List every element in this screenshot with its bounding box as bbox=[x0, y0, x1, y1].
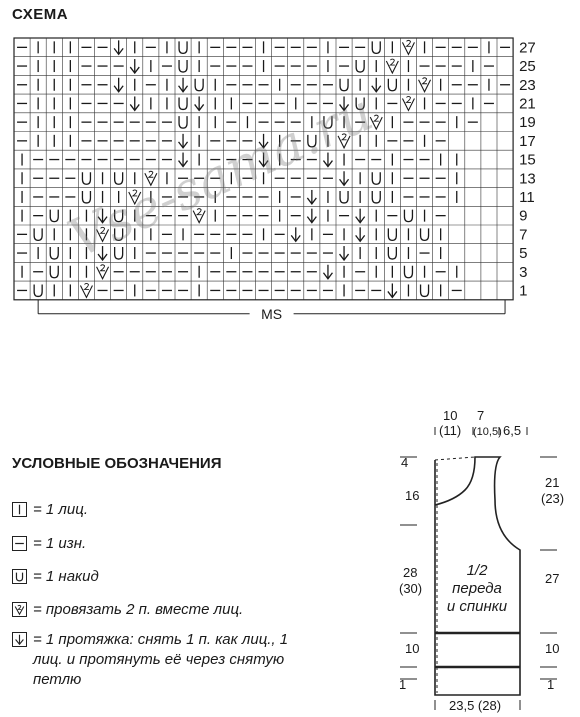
dim-left-16: 16 bbox=[405, 488, 420, 503]
row-number-label: 9 bbox=[519, 207, 528, 225]
piece-label-line-1: 1/2 bbox=[466, 562, 488, 579]
row-number-label: 5 bbox=[519, 245, 528, 263]
row-number-label: 25 bbox=[519, 58, 536, 76]
row-number-label: 19 bbox=[519, 114, 536, 132]
dim-left-28-alt: (30) bbox=[399, 581, 423, 596]
dim-right-27: 27 bbox=[545, 571, 560, 586]
row-number-label: 13 bbox=[519, 170, 536, 188]
purl-symbol-icon bbox=[12, 536, 27, 551]
legend-text: = 1 лиц. bbox=[33, 501, 88, 518]
yarn-over-symbol-icon bbox=[12, 569, 27, 584]
row-number-label: 15 bbox=[519, 151, 536, 169]
piece-label-line-3: и спинки bbox=[446, 598, 508, 615]
dim-right-10: 10 bbox=[545, 641, 560, 656]
dim-left-1: 1 bbox=[399, 677, 407, 692]
legend-text: = 1 протяжка: снять 1 п. как лиц., 1 лиц. и протянуть её через снятую петлю bbox=[33, 631, 289, 688]
legend-item-skpo bbox=[12, 630, 313, 690]
knitting-chart bbox=[14, 38, 536, 342]
legend-item-k2tog bbox=[12, 600, 243, 620]
dim-top-left-alt: (11) bbox=[439, 423, 462, 438]
row-number-label: 7 bbox=[519, 226, 528, 244]
row-number-label: 27 bbox=[519, 39, 536, 57]
dim-bottom: 23,5 (28) bbox=[449, 698, 502, 713]
legend-title: УСЛОВНЫЕ ОБОЗНАЧЕНИЯ bbox=[12, 455, 222, 472]
row-number-label: 17 bbox=[519, 132, 536, 150]
k2tog-symbol-icon bbox=[12, 602, 27, 617]
watermark: Vse-sama.ru bbox=[60, 82, 382, 270]
repeat-label: MS bbox=[261, 305, 283, 322]
schematic-guide bbox=[435, 457, 475, 460]
legend-item-knit bbox=[12, 500, 88, 520]
chart-title: СХЕМА bbox=[12, 6, 69, 23]
row-number-label: 23 bbox=[519, 76, 536, 94]
dim-top-mid: 7 bbox=[477, 408, 485, 423]
row-number-label: 21 bbox=[519, 95, 536, 113]
dim-left-10: 10 bbox=[405, 641, 420, 656]
chart-row-labels bbox=[519, 39, 536, 299]
knit-symbol-icon bbox=[12, 502, 27, 517]
dim-right-21-alt: (23) bbox=[541, 491, 565, 506]
skpo-symbol-icon bbox=[12, 632, 27, 647]
row-number-label: 11 bbox=[519, 188, 535, 206]
legend-text: = 1 накид bbox=[33, 568, 99, 585]
dim-right-1: 1 bbox=[547, 677, 555, 692]
chart-repeat-bracket bbox=[38, 300, 505, 322]
row-number-label: 1 bbox=[519, 282, 528, 300]
dim-left-4: 4 bbox=[401, 455, 409, 470]
dim-top-mid-alt: (10,5) bbox=[473, 426, 502, 438]
piece-label-line-2: переда bbox=[452, 580, 502, 597]
legend-item-purl bbox=[12, 534, 86, 554]
legend-item-yarn-over bbox=[12, 567, 99, 587]
legend-text: = провязать 2 п. вместе лиц. bbox=[33, 601, 244, 618]
dim-top-right: 6,5 bbox=[503, 423, 522, 438]
dim-top-left: 10 bbox=[443, 408, 458, 423]
legend-text: = 1 изн. bbox=[33, 535, 87, 552]
dim-left-28: 28 bbox=[403, 565, 418, 580]
row-number-label: 3 bbox=[519, 263, 528, 281]
garment-schematic bbox=[385, 405, 575, 717]
dim-right-21: 21 bbox=[545, 475, 560, 490]
